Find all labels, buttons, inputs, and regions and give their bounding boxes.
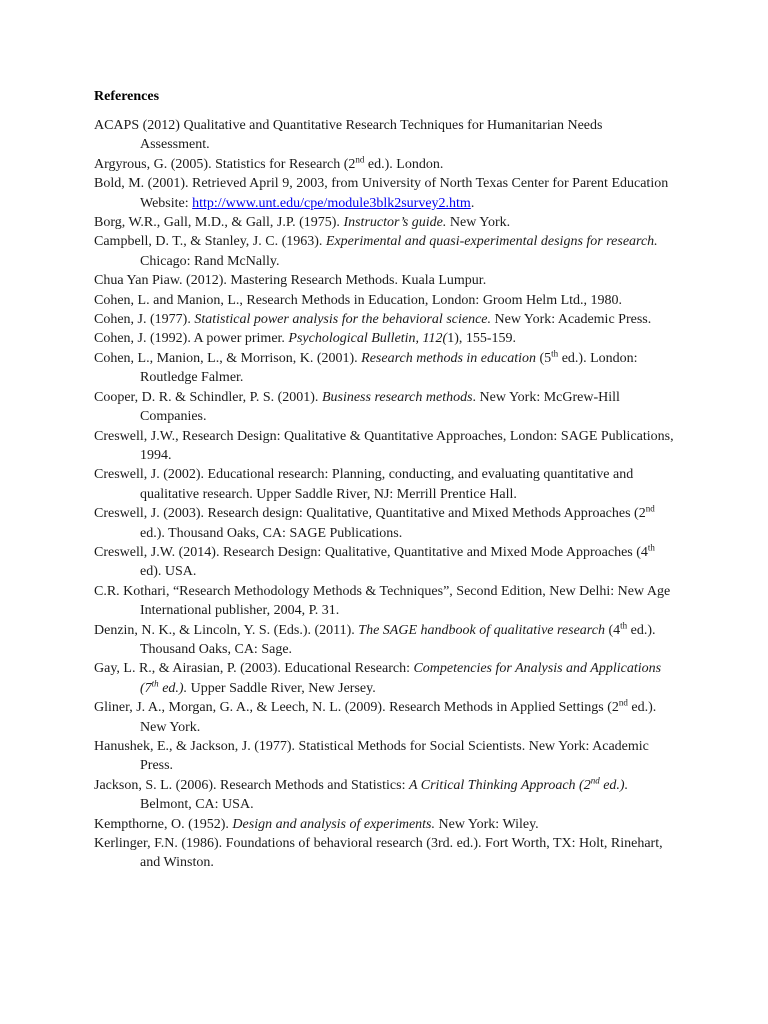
italic-title: A Critical Thinking Approach (2 bbox=[408, 777, 591, 793]
reference-text: Borg, W.R., Gall, M.D., & Gall, J.P. (1975). bbox=[94, 215, 344, 231]
reference-text: . bbox=[470, 195, 475, 211]
references-heading: References bbox=[94, 89, 160, 104]
italic-title: The SAGE handbook of qualitative research bbox=[358, 622, 605, 638]
reference-entry bbox=[94, 621, 674, 660]
reference-text: Hanushek, E., & Jackson, J. (1977). Statistical Methods for Social Scientists. New York: Academic Press. bbox=[94, 739, 649, 774]
reference-text: Upper Saddle River, New Jersey. bbox=[187, 680, 376, 696]
reference-entry bbox=[94, 659, 674, 698]
reference-text: ed.). London: Routledge Falmer. bbox=[140, 350, 638, 386]
reference-text: Argyrous, G. (2005). Statistics for Research (2 bbox=[94, 156, 356, 172]
reference-text: Campbell, D. T., & Stanley, J. C. (1963). bbox=[94, 234, 326, 250]
reference-text: (4 bbox=[604, 622, 621, 638]
reference-entry bbox=[94, 698, 674, 737]
italic-title: Competencies for Analysis and Applications (7 bbox=[140, 661, 662, 696]
reference-text: 1), 155-159. bbox=[447, 331, 517, 347]
italic-title: Experimental and quasi-experimental designs for research. bbox=[325, 234, 658, 250]
reference-entry bbox=[94, 155, 674, 174]
reference-text: ACAPS (2012) Qualitative and Quantitative Research Techniques for Humanitarian Needs Assessment. bbox=[94, 118, 603, 153]
reference-entry bbox=[94, 427, 674, 466]
reference-text: ed.). London. bbox=[364, 156, 444, 172]
reference-text: New York. bbox=[446, 215, 511, 231]
reference-entry bbox=[94, 213, 674, 232]
ordinal-superscript: th bbox=[647, 542, 655, 553]
reference-text: New York: Wiley. bbox=[435, 816, 539, 832]
reference-text: Cohen, L., Manion, L., & Morrison, K. (2001). bbox=[94, 350, 362, 366]
reference-entry bbox=[94, 388, 674, 427]
reference-entry bbox=[94, 582, 674, 621]
reference-text: Gliner, J. A., Morgan, G. A., & Leech, N. L. (2009). Research Methods in Applied Settings (2 bbox=[94, 700, 619, 716]
reference-text: Creswell, J. (2003). Research design: Qualitative, Quantitative and Mixed Methods Approaches (2 bbox=[94, 506, 646, 522]
reference-entry bbox=[94, 465, 674, 504]
reference-text: Denzin, N. K., & Lincoln, Y. S. (Eds.). (2011). bbox=[94, 622, 359, 638]
italic-title: ed.). bbox=[599, 777, 629, 793]
reference-entry bbox=[94, 543, 674, 582]
reference-entry bbox=[94, 834, 674, 873]
italic-title: Business research methods bbox=[321, 389, 473, 405]
ordinal-superscript: nd bbox=[355, 154, 365, 165]
reference-text: Creswell, J. (2002). Educational research: Planning, conducting, and evaluating quantitative and qualitative research. Upper Saddle River, NJ: Merrill Prentice Hall. bbox=[94, 467, 634, 502]
reference-entry bbox=[94, 776, 674, 815]
reference-text: Chua Yan Piaw. (2012). Mastering Research Methods. Kuala Lumpur. bbox=[94, 273, 487, 289]
reference-text: Jackson, S. L. (2006). Research Methods and Statistics: bbox=[94, 777, 409, 793]
reference-text: (5 bbox=[536, 350, 552, 366]
reference-entry bbox=[94, 271, 674, 290]
ordinal-superscript: th bbox=[620, 619, 628, 630]
reference-link[interactable]: http://www.unt.edu/cpe/module3blk2survey2.htm bbox=[192, 195, 471, 211]
reference-entry bbox=[94, 504, 674, 543]
reference-text: Creswell, J.W., Research Design: Qualitative & Quantitative Approaches, London: SAGE Publications, 1994. bbox=[94, 428, 674, 463]
reference-text: Belmont, CA: USA. bbox=[140, 797, 254, 813]
reference-text: Gay, L. R., & Airasian, P. (2003). Educational Research: bbox=[94, 661, 414, 677]
reference-text: New York: Academic Press. bbox=[491, 312, 652, 328]
reference-text: ed). USA. bbox=[140, 564, 197, 580]
reference-text: Cooper, D. R. & Schindler, P. S. (2001). bbox=[94, 389, 322, 405]
reference-entry bbox=[94, 232, 674, 271]
reference-text: ed.). Thousand Oaks, CA: Sage. bbox=[140, 622, 656, 657]
reference-text: Cohen, L. and Manion, L., Research Methods in Education, London: Groom Helm Ltd., 1980. bbox=[94, 292, 623, 308]
italic-title: Design and analysis of experiments. bbox=[232, 816, 436, 832]
italic-title: Instructor’s guide. bbox=[343, 215, 447, 231]
reference-entry bbox=[94, 174, 674, 213]
reference-text: Kempthorne, O. (1952). bbox=[94, 816, 233, 832]
reference-text: Kerlinger, F.N. (1986). Foundations of behavioral research (3rd. ed.). Fort Worth, TX: Holt, Rinehart, and Winston. bbox=[94, 836, 663, 871]
reference-text: . New York: McGrew-Hill Companies. bbox=[140, 389, 620, 425]
italic-title: Psychological Bulletin, 112( bbox=[288, 331, 448, 347]
italic-title: Research methods in education bbox=[361, 350, 536, 366]
reference-text: Chicago: Rand McNally. bbox=[140, 253, 280, 269]
reference-entry bbox=[94, 815, 674, 834]
reference-entry bbox=[94, 737, 674, 776]
italic-title: Statistical power analysis for the behavioral science. bbox=[194, 312, 492, 328]
reference-text: Bold, M. (2001). Retrieved April 9, 2003, from University of North Texas Center for Parent Education Website: bbox=[94, 176, 669, 211]
reference-entry bbox=[94, 329, 674, 348]
ordinal-superscript: nd bbox=[618, 697, 628, 708]
reference-text: Cohen, J. (1977). bbox=[94, 312, 195, 328]
ordinal-superscript: nd bbox=[590, 775, 600, 786]
reference-text: ed.). New York. bbox=[140, 700, 657, 735]
reference-entry bbox=[94, 116, 674, 155]
ordinal-superscript: nd bbox=[645, 503, 655, 514]
reference-text: Cohen, J. (1992). A power primer. bbox=[94, 331, 289, 347]
ordinal-superscript: th bbox=[151, 678, 159, 689]
reference-text: ed.). Thousand Oaks, CA: SAGE Publications. bbox=[140, 525, 403, 541]
reference-list bbox=[94, 116, 674, 873]
reference-entry bbox=[94, 291, 674, 310]
ordinal-superscript: th bbox=[551, 348, 559, 359]
italic-title: ed.). bbox=[158, 680, 188, 696]
reference-text: C.R. Kothari, “Research Methodology Methods & Techniques”, Second Edition, New Delhi: New Age International publisher, 2004, P. 31. bbox=[94, 583, 671, 619]
reference-entry bbox=[94, 310, 674, 329]
reference-entry bbox=[94, 349, 674, 388]
reference-text: Creswell, J.W. (2014). Research Design: Qualitative, Quantitative and Mixed Mode Approaches (4 bbox=[94, 544, 648, 560]
